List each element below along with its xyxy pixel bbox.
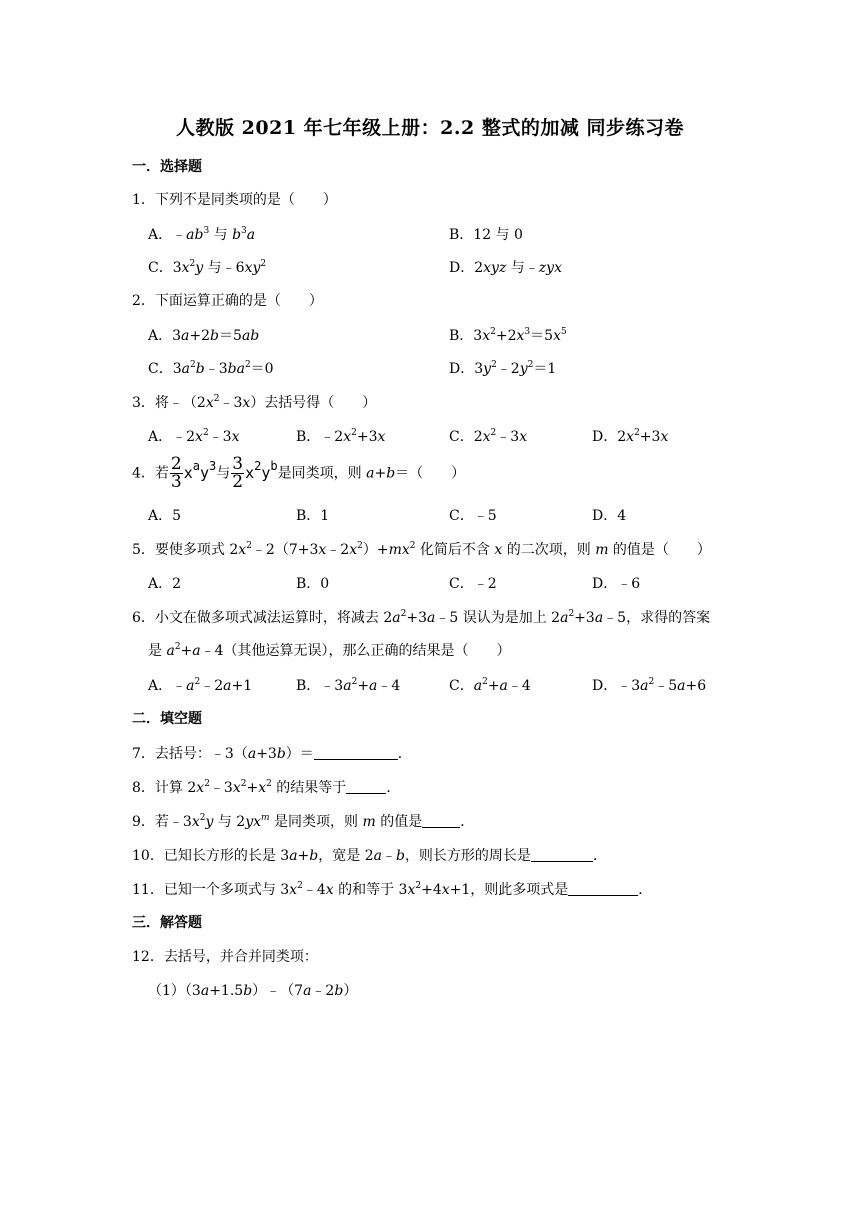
answer-blank[interactable]	[422, 813, 460, 828]
q5-option-a: A．2	[148, 576, 182, 592]
section-heading-fill: 二．填空题	[132, 711, 202, 727]
question-1-stem: 1．下列不是同类项的是（ ）	[132, 192, 337, 208]
question-5-stem: 5．要使多项式 $2x^2﹣2(7+3x﹣2x^2)+mx^2$ 化简后不含 x 的二次项，则 m 的值是（ ）	[132, 541, 711, 558]
q1-option-a: A．$﹣ab^3$ 与 $b^3a$	[148, 226, 256, 243]
q6-option-d: D．$﹣3a^2﹣5a+6$	[592, 677, 707, 694]
q1-option-d: D．2xyz 与﹣zyx	[449, 260, 562, 276]
question-11: 11．已知一个多项式与 $3x^2﹣4x$ 的和等于 $3x^2+4x+1$，则此多项式是 ．	[132, 881, 653, 898]
q4-option-d: D．4	[592, 508, 627, 524]
q4-option-b: B．1	[296, 508, 330, 524]
q6-option-a: A．$﹣a^2﹣2a+1$	[148, 677, 253, 694]
q4-option-c: C．﹣5	[449, 508, 497, 524]
answer-blank[interactable]	[346, 779, 386, 794]
section-heading-solve: 三．解答题	[132, 915, 202, 931]
q3-option-b: B．$﹣2x^2+3x$	[296, 428, 386, 445]
answer-blank[interactable]	[568, 881, 638, 896]
q2-option-b: B．$3x^2+2x^3=5x^5$	[449, 327, 567, 344]
q5-option-b: B．0	[296, 576, 330, 592]
q3-option-a: A．$﹣2x^2﹣3x$	[148, 428, 240, 445]
question-6-stem-continued: 是 $a^2+a﹣4$（其他运算无误），那么正确的结果是（ ）	[148, 642, 511, 659]
answer-blank[interactable]	[531, 847, 593, 862]
question-2-stem: 2．下面运算正确的是（ ）	[132, 293, 323, 309]
question-6-stem: 6．小文在做多项式减法运算时，将减去 $2a^2+3a﹣5$ 误认为是加上 $2a^2+3a﹣5$，求得的答案	[132, 609, 711, 626]
q6-option-b: B．$﹣3a^2+a﹣4$	[296, 677, 401, 694]
question-4-stem: 4．若 $\frac{2}{3}$ $x^ay^3$与 $\frac{3}{2}$ $x^2y^b$是同类项，则 a+b＝（ ）	[132, 454, 466, 492]
question-7: 7．去括号：﹣3（a+3b）＝ ．	[132, 746, 412, 762]
q4-option-a: A．5	[148, 508, 182, 524]
question-8: 8．计算 $2x^2﹣3x^2+x^2$ 的结果等于 ．	[132, 779, 401, 796]
question-3-stem: 3．将$﹣(2x^2﹣3x)$去括号得（ ）	[132, 394, 377, 411]
q3-option-d: D．$2x^2+3x$	[592, 428, 669, 445]
q3-option-c: C．$2x^2﹣3x$	[449, 428, 528, 445]
question-12-part-1: （1）（3a+1.5b）﹣（7a﹣2b）	[148, 983, 358, 999]
q2-option-a: A．3a+2b＝5ab	[148, 328, 260, 344]
question-10: 10．已知长方形的长是 3a+b，宽是 2a﹣b，则长方形的周长是 ．	[132, 848, 607, 864]
fraction-three-halves: $\frac{3}{2}$	[232, 454, 244, 492]
q6-option-c: C．$a^2+a﹣4$	[449, 677, 531, 694]
section-heading-choice: 一．选择题	[132, 159, 202, 175]
question-9: 9．若$﹣3x^2y$ 与 $2yx^m$ 是同类项，则 m 的值是 ．	[132, 813, 475, 830]
q2-option-d: D．$3y^2﹣2y^2=1$	[449, 360, 557, 377]
q2-option-c: C．$3a^2b﹣3ba^2=0$	[148, 360, 274, 377]
q1-option-b: B．12 与 0	[449, 227, 523, 243]
question-12-stem: 12．去括号，并合并同类项：	[132, 949, 318, 965]
fraction-two-thirds: $\frac{2}{3}$	[170, 454, 182, 492]
page-title: 人教版 2021 年七年级上册：2.2 整式的加减 同步练习卷	[176, 117, 684, 139]
q5-option-c: C．﹣2	[449, 576, 497, 592]
q1-option-c: C．$3x^2y$ 与$﹣6xy^2$	[148, 259, 267, 276]
q5-option-d: D．﹣6	[592, 576, 641, 592]
answer-blank[interactable]	[314, 745, 398, 760]
